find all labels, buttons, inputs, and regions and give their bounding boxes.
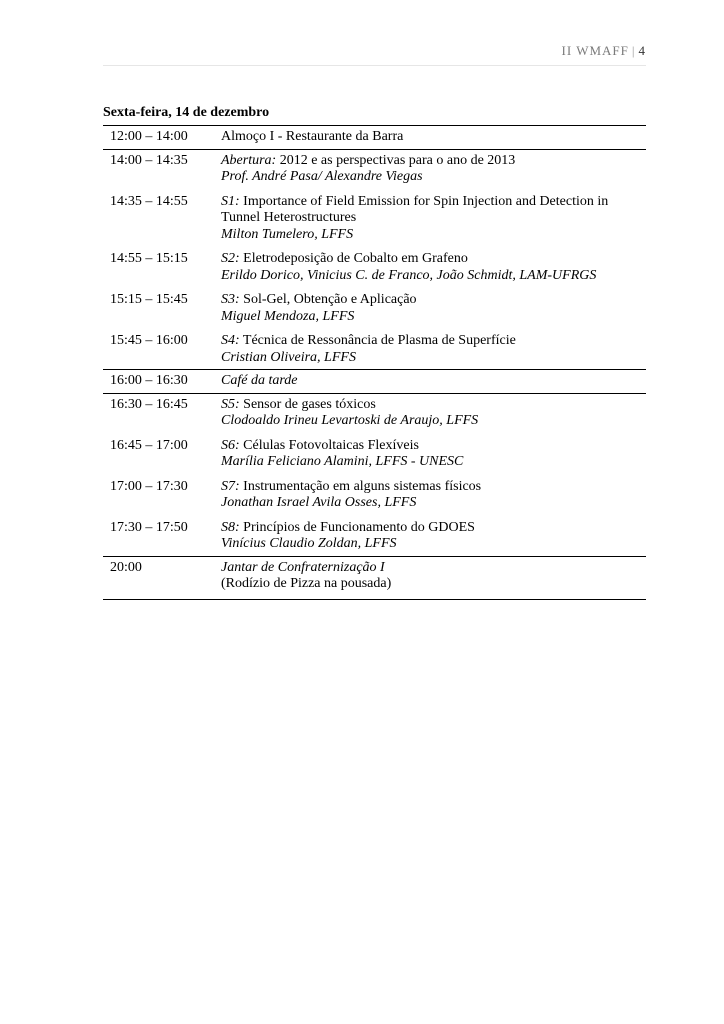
row-time: 17:30 – 17:50 — [103, 512, 221, 557]
row-activity — [221, 556, 646, 599]
page-number: 4 — [638, 43, 646, 58]
row-title: Princípios de Funcionamento do GDOES — [239, 519, 475, 535]
row-time: 16:45 – 17:00 — [110, 437, 188, 453]
schedule-row — [103, 284, 646, 325]
row-title: Café da tarde — [221, 373, 298, 388]
row-time: 15:15 – 15:45 — [110, 292, 188, 307]
row-title: Sensor de gases tóxicos — [239, 396, 376, 412]
row-time: 16:00 – 16:30 — [103, 370, 221, 394]
row-speaker: Marília Feliciano Alamini, LFFS - UNESC — [221, 454, 464, 469]
row-time: 14:35 – 14:55 — [110, 193, 188, 209]
schedule-row — [103, 393, 646, 430]
row-title: Eletrodeposição de Cobalto em Grafeno — [239, 251, 468, 266]
row-time: 17:00 – 17:30 — [110, 478, 188, 494]
row-prefix: S2: — [221, 251, 240, 266]
row-activity — [221, 284, 646, 325]
row-activity — [221, 471, 646, 512]
row-speaker: Miguel Mendoza, LFFS — [221, 308, 355, 324]
page-header — [562, 43, 646, 59]
row-title: Técnica de Ressonância de Plasma de Superfície — [239, 333, 516, 348]
row-activity — [221, 325, 646, 370]
header-rule — [103, 65, 646, 66]
row-prefix: S4: — [221, 333, 240, 348]
schedule-row — [103, 471, 646, 512]
row-activity — [221, 430, 646, 471]
row-time: 16:30 – 16:45 — [103, 393, 221, 430]
row-time: 14:00 – 14:35 — [103, 149, 221, 186]
row-title: 2012 e as perspectivas para o ano de 2013 — [276, 152, 516, 168]
schedule-row — [103, 126, 646, 150]
schedule-row — [103, 512, 646, 557]
row-activity — [221, 126, 646, 150]
schedule-row — [103, 186, 646, 244]
row-speaker: Erildo Dorico, Vinicius C. de Franco, João Schmidt, LAM-UFRGS — [221, 267, 597, 283]
row-time: 12:00 – 14:00 — [103, 126, 221, 150]
row-activity — [221, 393, 646, 430]
row-title: Importance of Field Emission for Spin Injection and Detection in Tunnel Heterostructures — [221, 193, 609, 225]
schedule-table — [103, 125, 646, 600]
row-time: 15:45 – 16:00 — [103, 325, 221, 370]
row-prefix: S3: — [221, 292, 240, 307]
row-activity — [221, 186, 646, 244]
row-note: (Rodízio de Pizza na pousada) — [221, 576, 392, 591]
day-title: Sexta-feira, 14 de dezembro — [103, 105, 270, 120]
header-separator: | — [631, 43, 636, 58]
row-speaker: Cristian Oliveira, LFFS — [221, 349, 356, 365]
row-speaker: Vinícius Claudio Zoldan, LFFS — [221, 536, 397, 551]
row-prefix: S1: — [221, 193, 240, 209]
schedule-row — [103, 243, 646, 284]
schedule-row — [103, 325, 646, 370]
row-prefix: S5: — [221, 396, 240, 412]
row-activity — [221, 512, 646, 557]
event-name: II WMAFF — [561, 43, 629, 58]
schedule-row — [103, 556, 646, 599]
row-time: 14:55 – 15:15 — [110, 251, 188, 266]
row-prefix: S8: — [221, 519, 240, 535]
row-speaker: Milton Tumelero, LFFS — [221, 226, 354, 242]
row-title: Sol-Gel, Obtenção e Aplicação — [239, 292, 417, 307]
row-title: Instrumentação em alguns sistemas físicos — [239, 478, 482, 494]
row-speaker: Prof. André Pasa/ Alexandre Viegas — [221, 169, 423, 184]
row-speaker: Clodoaldo Irineu Levartoski de Araujo, LFFS — [221, 413, 479, 428]
row-prefix: S7: — [221, 478, 240, 494]
row-activity — [221, 149, 646, 186]
row-speaker: Jonathan Israel Avila Osses, LFFS — [221, 495, 417, 510]
row-title: Almoço I - Restaurante da Barra — [221, 129, 404, 144]
row-prefix: Abertura: — [221, 152, 277, 168]
schedule-row — [103, 149, 646, 186]
row-activity — [221, 370, 646, 394]
row-time: 20:00 — [103, 556, 221, 599]
schedule-row — [103, 430, 646, 471]
row-prefix: S6: — [221, 437, 240, 453]
schedule-row — [103, 370, 646, 394]
row-title: Células Fotovoltaicas Flexíveis — [239, 437, 419, 453]
row-activity — [221, 243, 646, 284]
row-title: Jantar de Confraternização I — [221, 559, 385, 575]
